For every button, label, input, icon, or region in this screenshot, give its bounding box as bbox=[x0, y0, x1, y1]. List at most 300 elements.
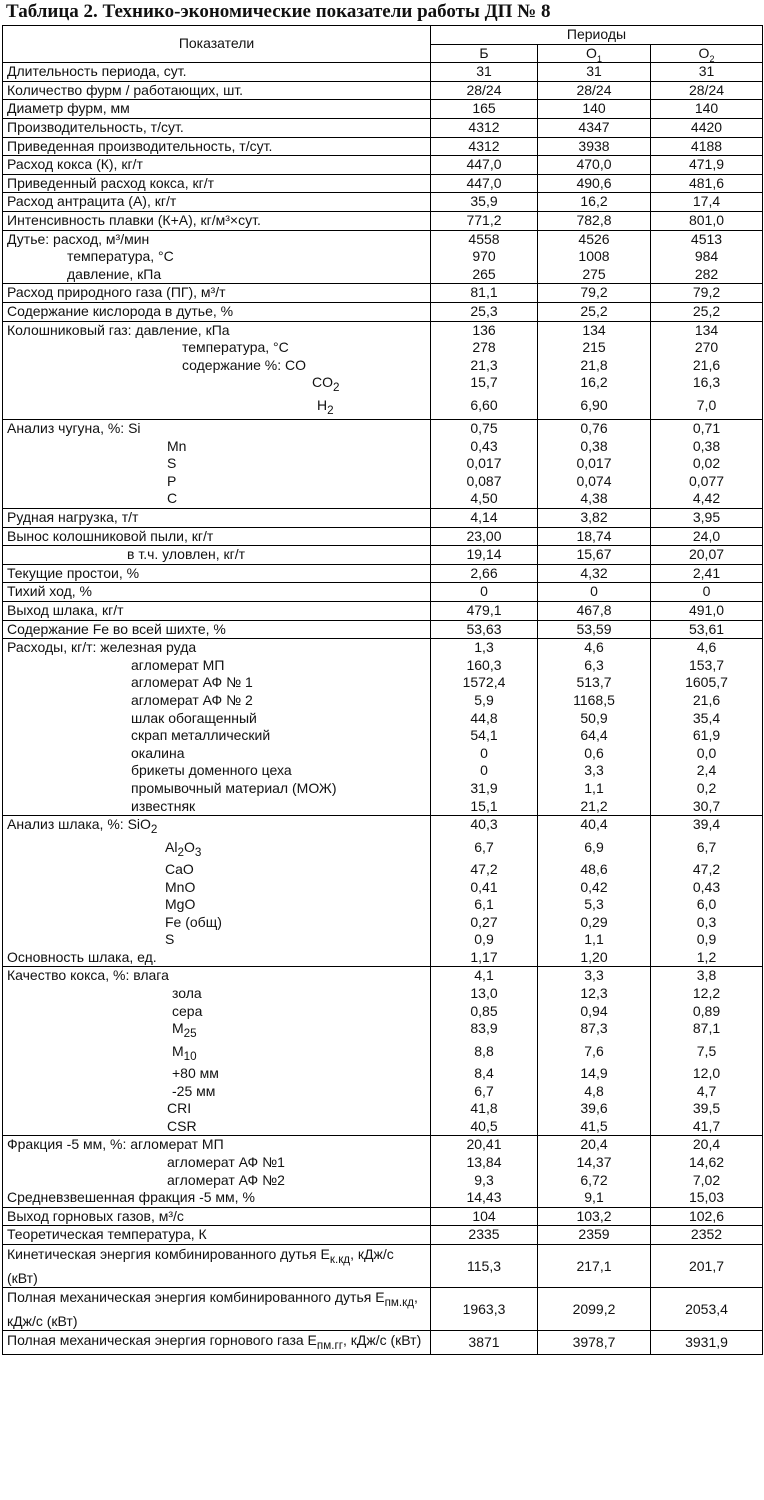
table-row bbox=[3, 156, 763, 175]
row-label: агломерат АФ № 2 bbox=[3, 692, 431, 710]
row-value: 35,4 bbox=[651, 710, 763, 728]
row-value: 136 bbox=[431, 321, 538, 339]
row-value: 2335 bbox=[431, 1226, 538, 1245]
row-value: 1963,3 bbox=[431, 1287, 538, 1330]
row-value: 471,9 bbox=[651, 156, 763, 175]
row-value: 0,0 bbox=[651, 745, 763, 763]
row-value: 0,41 bbox=[431, 879, 538, 897]
row-value: 15,67 bbox=[538, 546, 651, 565]
row-label: $M_{10}$ bbox=[3, 1043, 431, 1065]
row-value: 7,02 bbox=[651, 1172, 763, 1190]
table-row bbox=[3, 490, 763, 508]
row-label: Вынос колошниковой пыли, кг/т bbox=[3, 527, 431, 546]
row-value: 0,074 bbox=[538, 473, 651, 491]
row-value: 4,1 bbox=[431, 967, 538, 985]
row-value: 102,6 bbox=[651, 1207, 763, 1226]
row-label: скрап металлический bbox=[3, 727, 431, 745]
row-value: 41,8 bbox=[431, 1100, 538, 1118]
row-value: 8,8 bbox=[431, 1043, 538, 1065]
row-label: агломерат АФ № 1 bbox=[3, 674, 431, 692]
row-value: 2,4 bbox=[651, 762, 763, 780]
row-value: 0,02 bbox=[651, 455, 763, 473]
row-value: 104 bbox=[431, 1207, 538, 1226]
table-row bbox=[3, 780, 763, 798]
row-value: 447,0 bbox=[431, 174, 538, 193]
row-value: 14,9 bbox=[538, 1065, 651, 1083]
row-value: 14,43 bbox=[431, 1189, 538, 1207]
table-row bbox=[3, 473, 763, 491]
row-value: 4558 bbox=[431, 230, 538, 248]
row-value: 134 bbox=[651, 321, 763, 339]
row-value: 3,3 bbox=[538, 762, 651, 780]
row-value: 81,1 bbox=[431, 284, 538, 303]
row-value: 801,0 bbox=[651, 211, 763, 230]
row-label: S bbox=[3, 931, 431, 949]
row-label: $M_{25}$ bbox=[3, 1020, 431, 1042]
row-label: Колошниковый газ: давление, кПа bbox=[3, 321, 431, 339]
table-row bbox=[3, 211, 763, 230]
row-value: 4,6 bbox=[651, 639, 763, 657]
table-row bbox=[3, 861, 763, 879]
row-value: 4,8 bbox=[538, 1083, 651, 1101]
table-row bbox=[3, 1189, 763, 1207]
row-label: -25 мм bbox=[3, 1083, 431, 1101]
row-value: 0,38 bbox=[651, 438, 763, 456]
row-value: 782,8 bbox=[538, 211, 651, 230]
row-value: 79,2 bbox=[538, 284, 651, 303]
table-row bbox=[3, 230, 763, 248]
row-value: 165 bbox=[431, 100, 538, 119]
row-value: 1,2 bbox=[651, 949, 763, 967]
row-value: 771,2 bbox=[431, 211, 538, 230]
row-value: 0 bbox=[431, 762, 538, 780]
row-label: давление, кПа bbox=[3, 266, 431, 284]
row-value: 7,0 bbox=[651, 397, 763, 420]
row-label: Приведенный расход кокса, кг/т bbox=[3, 174, 431, 193]
table-row bbox=[3, 745, 763, 763]
row-value: 53,63 bbox=[431, 620, 538, 639]
header-indicators: Показатели bbox=[3, 26, 431, 63]
row-value: 1008 bbox=[538, 248, 651, 266]
row-value: 0,85 bbox=[431, 1003, 538, 1021]
row-label: Полная механическая энергия горнового газа $E_{пм.гг}$, кДж/с (кВт) bbox=[3, 1330, 431, 1355]
row-label: Приведенная производительность, т/сут. bbox=[3, 137, 431, 156]
table-row bbox=[3, 692, 763, 710]
table-row bbox=[3, 564, 763, 583]
row-value: 6,9 bbox=[538, 839, 651, 861]
row-label: Количество фурм / работающих, шт. bbox=[3, 81, 431, 100]
row-value: 270 bbox=[651, 339, 763, 357]
table-row bbox=[3, 546, 763, 565]
row-value: 2053,4 bbox=[651, 1287, 763, 1330]
row-label: Фракция -5 мм, %: агломерат МП bbox=[3, 1136, 431, 1154]
row-value: 31,9 bbox=[431, 780, 538, 798]
row-value: 2352 bbox=[651, 1226, 763, 1245]
row-value: 0 bbox=[431, 745, 538, 763]
row-value: 0,27 bbox=[431, 914, 538, 932]
row-value: 275 bbox=[538, 266, 651, 284]
row-value: 1168,5 bbox=[538, 692, 651, 710]
table-row bbox=[3, 798, 763, 816]
row-label: агломерат АФ №1 bbox=[3, 1154, 431, 1172]
row-label: Расход природного газа (ПГ), м³/т bbox=[3, 284, 431, 303]
row-value: 134 bbox=[538, 321, 651, 339]
table-row bbox=[3, 509, 763, 528]
row-label: температура, °С bbox=[3, 248, 431, 266]
table-row bbox=[3, 339, 763, 357]
row-value: 53,61 bbox=[651, 620, 763, 639]
row-value: 31 bbox=[538, 63, 651, 82]
row-value: 6,1 bbox=[431, 896, 538, 914]
row-value: 4,7 bbox=[651, 1083, 763, 1101]
row-label: $Al_2O_3$ bbox=[3, 839, 431, 861]
row-value: 0,71 bbox=[651, 420, 763, 438]
row-label: Содержание Fe во всей шихте, % bbox=[3, 620, 431, 639]
table-row bbox=[3, 266, 763, 284]
table-row bbox=[3, 1118, 763, 1136]
row-value: 28/24 bbox=[431, 81, 538, 100]
row-value: 282 bbox=[651, 266, 763, 284]
row-value: 21,6 bbox=[651, 357, 763, 375]
row-value: 1605,7 bbox=[651, 674, 763, 692]
row-label: в т.ч. уловлен, кг/т bbox=[3, 546, 431, 565]
table-row bbox=[3, 583, 763, 602]
row-value: 4420 bbox=[651, 118, 763, 137]
table-row bbox=[3, 321, 763, 339]
table-row bbox=[3, 1100, 763, 1118]
row-value: 53,59 bbox=[538, 620, 651, 639]
row-value: 40,5 bbox=[431, 1118, 538, 1136]
row-value: 9,1 bbox=[538, 1189, 651, 1207]
row-value: 0 bbox=[651, 583, 763, 602]
row-value: 0,42 bbox=[538, 879, 651, 897]
row-value: 2,66 bbox=[431, 564, 538, 583]
table-row bbox=[3, 118, 763, 137]
row-label: +80 мм bbox=[3, 1065, 431, 1083]
row-value: 15,03 bbox=[651, 1189, 763, 1207]
row-label: агломерат МП bbox=[3, 657, 431, 675]
row-value: 4,32 bbox=[538, 564, 651, 583]
row-value: 3978,7 bbox=[538, 1330, 651, 1355]
row-value: 47,2 bbox=[651, 861, 763, 879]
row-value: 160,3 bbox=[431, 657, 538, 675]
row-value: 0,89 bbox=[651, 1003, 763, 1021]
row-value: 20,4 bbox=[651, 1136, 763, 1154]
row-value: 513,7 bbox=[538, 674, 651, 692]
row-value: 1,20 bbox=[538, 949, 651, 967]
row-label: Основность шлака, ед. bbox=[3, 949, 431, 967]
row-label: P bbox=[3, 473, 431, 491]
row-label: Fe (общ) bbox=[3, 914, 431, 932]
row-value: 1,1 bbox=[538, 780, 651, 798]
row-value: 39,5 bbox=[651, 1100, 763, 1118]
table-row bbox=[3, 248, 763, 266]
row-value: 4,42 bbox=[651, 490, 763, 508]
header-col-o2: $O_2$ bbox=[651, 44, 763, 63]
row-value: 15,1 bbox=[431, 798, 538, 816]
row-label: окалина bbox=[3, 745, 431, 763]
row-value: 215 bbox=[538, 339, 651, 357]
row-value: 18,74 bbox=[538, 527, 651, 546]
row-value: 6,7 bbox=[431, 839, 538, 861]
row-value: 4,38 bbox=[538, 490, 651, 508]
table-row bbox=[3, 100, 763, 119]
row-value: 31 bbox=[431, 63, 538, 82]
row-value: 87,1 bbox=[651, 1020, 763, 1042]
row-value: 481,6 bbox=[651, 174, 763, 193]
row-label: брикеты доменного цеха bbox=[3, 762, 431, 780]
row-label: CRI bbox=[3, 1100, 431, 1118]
table-row bbox=[3, 397, 763, 420]
row-value: 201,7 bbox=[651, 1244, 763, 1287]
table-row bbox=[3, 527, 763, 546]
row-label: Диаметр фурм, мм bbox=[3, 100, 431, 119]
row-label: Тихий ход, % bbox=[3, 583, 431, 602]
row-value: 61,9 bbox=[651, 727, 763, 745]
row-value: 20,4 bbox=[538, 1136, 651, 1154]
row-value: 31 bbox=[651, 63, 763, 82]
row-value: 79,2 bbox=[651, 284, 763, 303]
table-row bbox=[3, 879, 763, 897]
row-value: 984 bbox=[651, 248, 763, 266]
row-value: 1,17 bbox=[431, 949, 538, 967]
row-value: 4,6 bbox=[538, 639, 651, 657]
row-value: 83,9 bbox=[431, 1020, 538, 1042]
row-value: 467,8 bbox=[538, 602, 651, 621]
row-value: 479,1 bbox=[431, 602, 538, 621]
row-value: 30,7 bbox=[651, 798, 763, 816]
table-row bbox=[3, 137, 763, 156]
row-value: 6,60 bbox=[431, 397, 538, 420]
row-value: 3,8 bbox=[651, 967, 763, 985]
row-value: 103,2 bbox=[538, 1207, 651, 1226]
row-label: Теоретическая температура, К bbox=[3, 1226, 431, 1245]
row-value: 14,62 bbox=[651, 1154, 763, 1172]
row-value: 21,3 bbox=[431, 357, 538, 375]
table-row bbox=[3, 1003, 763, 1021]
row-value: 470,0 bbox=[538, 156, 651, 175]
table-row bbox=[3, 674, 763, 692]
row-value: 19,14 bbox=[431, 546, 538, 565]
table-row bbox=[3, 1043, 763, 1065]
row-value: 40,3 bbox=[431, 816, 538, 839]
row-label: Выход шлака, кг/т bbox=[3, 602, 431, 621]
table-row bbox=[3, 374, 763, 396]
row-value: 21,6 bbox=[651, 692, 763, 710]
row-value: 217,1 bbox=[538, 1244, 651, 1287]
table-row bbox=[3, 1287, 763, 1330]
row-value: 50,9 bbox=[538, 710, 651, 728]
row-value: 6,7 bbox=[431, 1083, 538, 1101]
table-row bbox=[3, 985, 763, 1003]
row-value: 41,5 bbox=[538, 1118, 651, 1136]
row-value: 6,0 bbox=[651, 896, 763, 914]
table-row bbox=[3, 1226, 763, 1245]
table-row bbox=[3, 1244, 763, 1287]
row-label: Полная механическая энергия комбинированного дутья $E_{пм.кд}$, кДж/с (кВт) bbox=[3, 1287, 431, 1330]
table-row bbox=[3, 1172, 763, 1190]
table-row bbox=[3, 639, 763, 657]
row-value: 87,3 bbox=[538, 1020, 651, 1042]
table-row bbox=[3, 302, 763, 321]
row-value: 21,2 bbox=[538, 798, 651, 816]
row-value: 6,7 bbox=[651, 839, 763, 861]
row-label: зола bbox=[3, 985, 431, 1003]
row-value: 35,9 bbox=[431, 193, 538, 212]
row-label: MnO bbox=[3, 879, 431, 897]
table-row bbox=[3, 174, 763, 193]
row-label: Расход антрацита (А), кг/т bbox=[3, 193, 431, 212]
row-value: 4,14 bbox=[431, 509, 538, 528]
row-value: 24,0 bbox=[651, 527, 763, 546]
row-value: 8,4 bbox=[431, 1065, 538, 1083]
row-value: 6,72 bbox=[538, 1172, 651, 1190]
row-value: 115,3 bbox=[431, 1244, 538, 1287]
row-value: 0,29 bbox=[538, 914, 651, 932]
row-value: 7,5 bbox=[651, 1043, 763, 1065]
table-row bbox=[3, 357, 763, 375]
table-row bbox=[3, 914, 763, 932]
row-value: 40,4 bbox=[538, 816, 651, 839]
row-value: 970 bbox=[431, 248, 538, 266]
row-value: 16,2 bbox=[538, 374, 651, 396]
row-value: 490,6 bbox=[538, 174, 651, 193]
row-label: Mn bbox=[3, 438, 431, 456]
row-value: 5,3 bbox=[538, 896, 651, 914]
row-value: 12,2 bbox=[651, 985, 763, 1003]
row-value: 3938 bbox=[538, 137, 651, 156]
row-value: 0,2 bbox=[651, 780, 763, 798]
row-value: 20,41 bbox=[431, 1136, 538, 1154]
row-value: 47,2 bbox=[431, 861, 538, 879]
row-label: C bbox=[3, 490, 431, 508]
table-row bbox=[3, 438, 763, 456]
table-row bbox=[3, 839, 763, 861]
row-value: 4312 bbox=[431, 137, 538, 156]
table-row bbox=[3, 949, 763, 967]
row-value: 0,017 bbox=[538, 455, 651, 473]
row-value: 9,3 bbox=[431, 1172, 538, 1190]
table-row bbox=[3, 602, 763, 621]
row-label: Качество кокса, %: влага bbox=[3, 967, 431, 985]
row-value: 39,4 bbox=[651, 816, 763, 839]
row-value: 2359 bbox=[538, 1226, 651, 1245]
row-label: Кинетическая энергия комбинированного дутья $E_{к.кд}$, кДж/с (кВт) bbox=[3, 1244, 431, 1287]
row-value: 4513 bbox=[651, 230, 763, 248]
row-value: 16,2 bbox=[538, 193, 651, 212]
row-label: Содержание кислорода в дутье, % bbox=[3, 302, 431, 321]
row-value: 278 bbox=[431, 339, 538, 357]
row-label: Рудная нагрузка, т/т bbox=[3, 509, 431, 528]
row-label: известняк bbox=[3, 798, 431, 816]
row-value: 0,43 bbox=[651, 879, 763, 897]
row-label: Средневзвешенная фракция -5 мм, % bbox=[3, 1189, 431, 1207]
row-value: 12,0 bbox=[651, 1065, 763, 1083]
header-col-b: Б bbox=[431, 44, 538, 63]
row-value: 41,7 bbox=[651, 1118, 763, 1136]
table-row bbox=[3, 1207, 763, 1226]
row-value: 4526 bbox=[538, 230, 651, 248]
table-row bbox=[3, 420, 763, 438]
row-value: 39,6 bbox=[538, 1100, 651, 1118]
row-value: 0,75 bbox=[431, 420, 538, 438]
row-value: 13,84 bbox=[431, 1154, 538, 1172]
row-value: 6,3 bbox=[538, 657, 651, 675]
row-label: Выход горновых газов, м³/с bbox=[3, 1207, 431, 1226]
row-value: 7,6 bbox=[538, 1043, 651, 1065]
row-value: 21,8 bbox=[538, 357, 651, 375]
row-value: 0,087 bbox=[431, 473, 538, 491]
row-value: 265 bbox=[431, 266, 538, 284]
row-value: 12,3 bbox=[538, 985, 651, 1003]
row-label: сера bbox=[3, 1003, 431, 1021]
table-row bbox=[3, 816, 763, 839]
row-value: 15,7 bbox=[431, 374, 538, 396]
table-row bbox=[3, 762, 763, 780]
row-value: 1,1 bbox=[538, 931, 651, 949]
row-label: Текущие простои, % bbox=[3, 564, 431, 583]
header-periods: Периоды bbox=[431, 26, 763, 45]
table-row bbox=[3, 931, 763, 949]
row-value: 0,077 bbox=[651, 473, 763, 491]
header-col-o1: $O_1$ bbox=[538, 44, 651, 63]
row-value: 25,2 bbox=[538, 302, 651, 321]
row-value: 25,2 bbox=[651, 302, 763, 321]
row-label: $H_2$ bbox=[3, 397, 431, 420]
row-value: 0,3 bbox=[651, 914, 763, 932]
row-label: CSR bbox=[3, 1118, 431, 1136]
row-value: 0,38 bbox=[538, 438, 651, 456]
row-value: 4188 bbox=[651, 137, 763, 156]
row-label: Расходы, кг/т: железная руда bbox=[3, 639, 431, 657]
table-row bbox=[3, 710, 763, 728]
row-value: 0,43 bbox=[431, 438, 538, 456]
row-value: 153,7 bbox=[651, 657, 763, 675]
table-row bbox=[3, 81, 763, 100]
row-value: 6,90 bbox=[538, 397, 651, 420]
table-row bbox=[3, 896, 763, 914]
row-value: 447,0 bbox=[431, 156, 538, 175]
indicators-table bbox=[2, 25, 763, 1355]
row-label: Интенсивность плавки (К+А), кг/м³×сут. bbox=[3, 211, 431, 230]
row-value: 3,95 bbox=[651, 509, 763, 528]
row-value: 0 bbox=[431, 583, 538, 602]
table-row bbox=[3, 967, 763, 985]
row-value: 4347 bbox=[538, 118, 651, 137]
row-label: Анализ шлака, %: SiO$_2$ bbox=[3, 816, 431, 839]
row-value: 25,3 bbox=[431, 302, 538, 321]
table-row bbox=[3, 284, 763, 303]
row-label: шлак обогащенный bbox=[3, 710, 431, 728]
row-label: CaO bbox=[3, 861, 431, 879]
row-value: 4,50 bbox=[431, 490, 538, 508]
table-row bbox=[3, 1065, 763, 1083]
row-value: 0,6 bbox=[538, 745, 651, 763]
table-row bbox=[3, 727, 763, 745]
row-label: Производительность, т/сут. bbox=[3, 118, 431, 137]
row-value: 48,6 bbox=[538, 861, 651, 879]
table-row bbox=[3, 1020, 763, 1042]
row-label: MgO bbox=[3, 896, 431, 914]
table-row bbox=[3, 455, 763, 473]
row-value: 13,0 bbox=[431, 985, 538, 1003]
row-value: 4312 bbox=[431, 118, 538, 137]
row-label: Расход кокса (К), кг/т bbox=[3, 156, 431, 175]
row-value: 64,4 bbox=[538, 727, 651, 745]
page-title: Таблица 2. Технико-экономические показатели работы ДП № 8 bbox=[6, 1, 551, 22]
row-value: 1572,4 bbox=[431, 674, 538, 692]
row-value: 5,9 bbox=[431, 692, 538, 710]
